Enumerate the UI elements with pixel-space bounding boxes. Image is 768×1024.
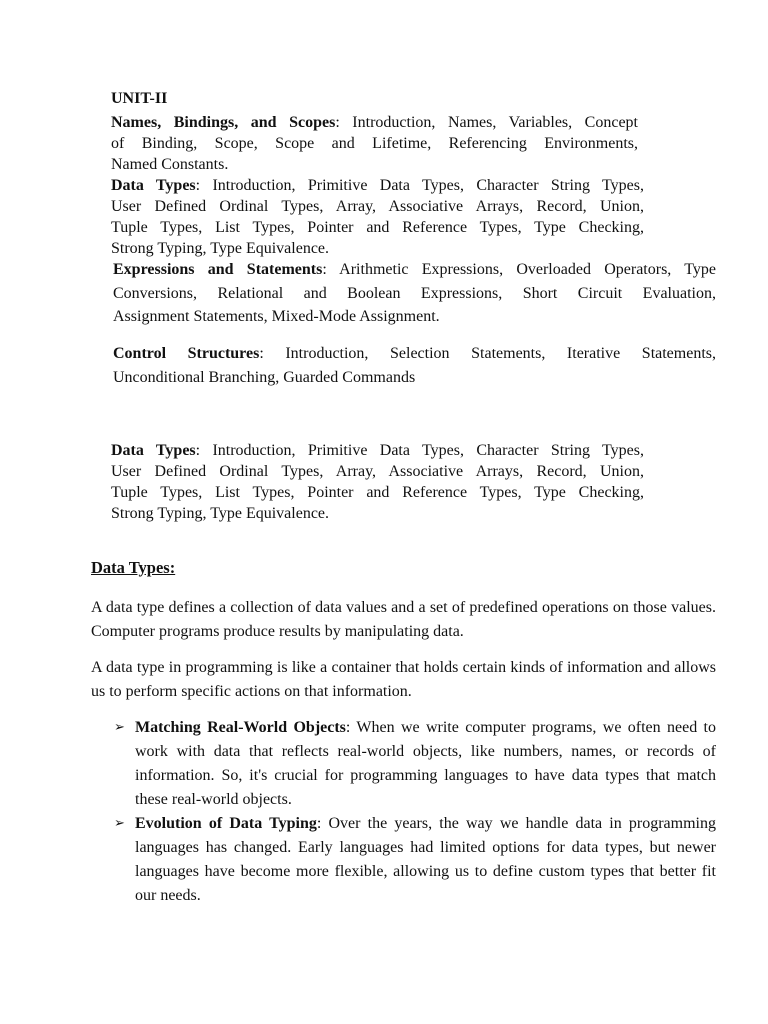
section-bullet-list (91, 716, 716, 908)
syllabus-names-line-1 (111, 112, 638, 133)
arrow-bullet-icon: ➢ (114, 720, 125, 735)
repeat-data-types-line-3: Tuple Types, List Types, Pointer and Reference Types, Type Checking, (111, 484, 644, 501)
syllabus-expressions-label: Expressions and Statements (113, 261, 323, 278)
syllabus-names-label: Names, Bindings, and Scopes (111, 114, 336, 131)
section-paragraph-2: A data type in programming is like a container that holds certain kinds of information and allows us to perform specific actions on that information. (91, 659, 716, 700)
arrow-bullet-icon: ➢ (114, 816, 125, 831)
repeat-data-types-line-2: User Defined Ordinal Types, Array, Associative Arrays, Record, Union, (111, 463, 644, 480)
syllabus-names-text-1: : Introduction, Names, Variables, Concept (335, 114, 639, 131)
bullet-text-evolution: : Over the years, the way we handle data in programming languages has changed. Early languages had limited options for data types, but newer languages have become more flexible, allowing us to define custom types that better fit our needs. (135, 815, 716, 904)
syllabus-control-block (113, 342, 716, 390)
repeat-data-types-text-1: : Introduction, Primitive Data Types, Character String Types, (195, 442, 645, 459)
repeat-data-types-block (111, 440, 644, 524)
section-paragraph-1: A data type defines a collection of data values and a set of predefined operations on those values. Computer programs produce results by manipulating data. (91, 599, 716, 640)
syllabus-data-types-line-3: Tuple Types, List Types, Pointer and Reference Types, Type Checking, (111, 219, 644, 236)
syllabus-control-line-2: Unconditional Branching, Guarded Commands (113, 369, 416, 386)
repeat-data-types-line-1 (111, 440, 644, 461)
syllabus-data-types-line-2: User Defined Ordinal Types, Array, Associative Arrays, Record, Union, (111, 198, 644, 215)
syllabus-names-line-2: of Binding, Scope, Scope and Lifetime, Referencing Environments, (111, 135, 638, 152)
syllabus-data-types-block (111, 175, 644, 259)
bullet-text-matching: : When we write computer programs, we often need to work with data that reflects real-world objects, like numbers, names, or records of information. So, it's crucial for programming languages to have data types that match these real-world objects. (135, 719, 716, 808)
syllabus-data-types-label: Data Types (111, 177, 196, 194)
syllabus-control-line-1 (113, 342, 716, 366)
repeat-data-types-line-4: Strong Typing, Type Equivalence. (111, 505, 330, 522)
syllabus-data-types-line-4: Strong Typing, Type Equivalence. (111, 240, 330, 257)
syllabus-data-types-line-1 (111, 175, 644, 196)
bullet-item-matching (91, 716, 716, 812)
syllabus-control-label: Control Structures (113, 345, 260, 362)
bullet-label-matching: Matching Real-World Objects (135, 719, 346, 736)
bullet-label-evolution: Evolution of Data Typing (135, 815, 317, 832)
section-heading: Data Types: (91, 558, 176, 577)
syllabus-data-types-text-1: : Introduction, Primitive Data Types, Character String Types, (195, 177, 645, 194)
syllabus-expressions-line-1 (113, 258, 716, 282)
syllabus-expressions-line-2: Conversions, Relational and Boolean Expressions, Short Circuit Evaluation, (113, 284, 716, 302)
syllabus-names-line-3: Named Constants. (111, 156, 229, 173)
syllabus-expressions-text-1: : Arithmetic Expressions, Overloaded Operators, Type (322, 261, 717, 278)
syllabus-names-block (111, 112, 638, 175)
syllabus-control-text-1: : Introduction, Selection Statements, Iterative Statements, (259, 345, 716, 362)
syllabus-expressions-line-3: Assignment Statements, Mixed-Mode Assignment. (113, 308, 440, 325)
unit-title: UNIT-II (111, 90, 168, 107)
syllabus-expressions-block (113, 258, 716, 329)
bullet-item-evolution (91, 812, 716, 908)
repeat-data-types-label: Data Types (111, 442, 196, 459)
